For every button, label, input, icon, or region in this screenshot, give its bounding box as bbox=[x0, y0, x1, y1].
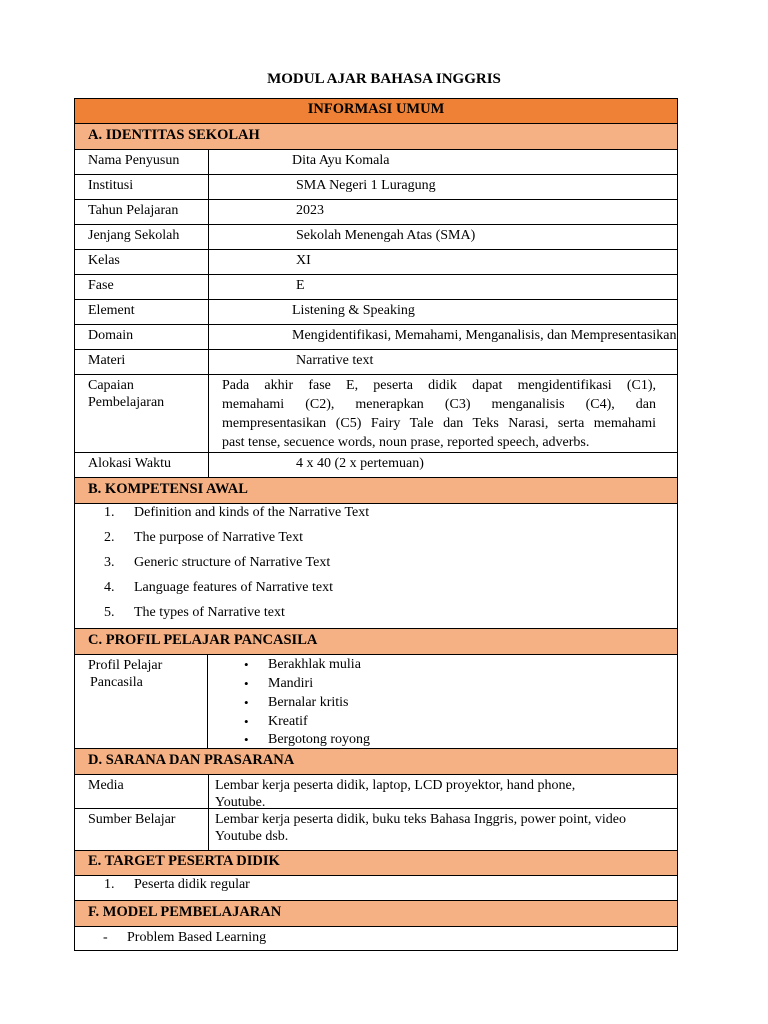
profil-label-line: Profil Pelajar bbox=[88, 658, 163, 673]
list-item: Generic structure of Narrative Text bbox=[134, 555, 331, 570]
section-heading: E. TARGET PESERTA DIDIK bbox=[88, 853, 280, 869]
bullet-item: Mandiri bbox=[268, 676, 314, 691]
list-number: 2. bbox=[104, 530, 115, 545]
media-line: Youtube. bbox=[215, 795, 266, 810]
row-label: Domain bbox=[88, 328, 134, 343]
capaian-line: Pada akhir fase E, peserta didik dapat mengidentifikasi (C1), bbox=[222, 378, 656, 393]
table-border bbox=[74, 98, 678, 951]
row-label: Element bbox=[88, 303, 135, 318]
section-heading: B. KOMPETENSI AWAL bbox=[88, 481, 248, 497]
row-value: Listening & Speaking bbox=[292, 303, 415, 318]
section-heading: F. MODEL PEMBELAJARAN bbox=[88, 904, 282, 920]
row-value: XI bbox=[296, 253, 311, 268]
bullet-item: Berakhlak mulia bbox=[268, 657, 361, 672]
row-label: Sumber Belajar bbox=[88, 812, 176, 827]
bullet-item: Kreatif bbox=[268, 714, 308, 729]
row-label: Nama Penyusun bbox=[88, 153, 180, 168]
bullet-icon: • bbox=[244, 676, 249, 691]
list-number: 4. bbox=[104, 580, 115, 595]
list-item: Language features of Narrative text bbox=[134, 580, 334, 595]
capaian-label-line: Capaian bbox=[88, 378, 134, 393]
bullet-icon: • bbox=[244, 732, 249, 747]
section-heading: D. SARANA DAN PRASARANA bbox=[88, 752, 295, 768]
bullet-icon: • bbox=[244, 695, 249, 710]
row-label: Kelas bbox=[88, 253, 120, 268]
sumber-line: Lembar kerja peserta didik, buku teks Bahasa Inggris, power point, video bbox=[215, 812, 626, 827]
row-label: Materi bbox=[88, 353, 126, 368]
bullet-item: Bergotong royong bbox=[268, 732, 371, 747]
list-number: 1. bbox=[104, 877, 115, 892]
list-item: The purpose of Narrative Text bbox=[134, 530, 304, 545]
row-value: 4 x 40 (2 x pertemuan) bbox=[296, 456, 424, 471]
row-value: E bbox=[296, 278, 305, 293]
media-line: Lembar kerja peserta didik, laptop, LCD proyektor, hand phone, bbox=[215, 778, 576, 793]
bullet-icon: • bbox=[244, 657, 249, 672]
row-label: Tahun Pelajaran bbox=[88, 203, 179, 218]
list-item: Problem Based Learning bbox=[127, 930, 267, 945]
row-value: 2023 bbox=[296, 203, 324, 218]
section-heading: C. PROFIL PELAJAR PANCASILA bbox=[88, 632, 318, 648]
row-label: Institusi bbox=[88, 178, 134, 193]
row-value: Dita Ayu Komala bbox=[292, 153, 390, 168]
list-item: The types of Narrative text bbox=[134, 605, 285, 620]
capaian-line: memahami (C2), menerapkan (C3) menganalisis (C4), dan bbox=[222, 397, 656, 412]
list-item: Peserta didik regular bbox=[134, 877, 250, 892]
list-number: 3. bbox=[104, 555, 115, 570]
row-value: Narrative text bbox=[296, 353, 374, 368]
capaian-line: mempresentasikan (C5) Fairy Tale dan Teks Narasi, serta memahami bbox=[222, 416, 656, 431]
list-marker: - bbox=[103, 930, 108, 945]
row-value: Mengidentifikasi, Memahami, Menganalisis, dan Mempresentasikan bbox=[292, 328, 677, 343]
row-value: Sekolah Menengah Atas (SMA) bbox=[296, 228, 476, 243]
list-item: Definition and kinds of the Narrative Text bbox=[134, 505, 370, 520]
main-header: INFORMASI UMUM bbox=[307, 101, 445, 117]
bullet-icon: • bbox=[244, 714, 249, 729]
row-label: Media bbox=[88, 778, 124, 793]
capaian-line: past tense, secuence words, noun prase, reported speech, adverbs. bbox=[222, 435, 590, 450]
row-label: Alokasi Waktu bbox=[88, 456, 171, 471]
list-number: 5. bbox=[104, 605, 115, 620]
row-label: Jenjang Sekolah bbox=[88, 228, 180, 243]
list-number: 1. bbox=[104, 505, 115, 520]
document-title: MODUL AJAR BAHASA INGGRIS bbox=[267, 71, 501, 87]
section-heading: A. IDENTITAS SEKOLAH bbox=[88, 127, 260, 143]
row-label: Fase bbox=[88, 278, 114, 293]
bullet-item: Bernalar kritis bbox=[268, 695, 349, 710]
sumber-line: Youtube dsb. bbox=[215, 829, 289, 844]
profil-label-line: Pancasila bbox=[90, 675, 143, 690]
row-value: SMA Negeri 1 Luragung bbox=[296, 178, 436, 193]
capaian-label-line: Pembelajaran bbox=[88, 395, 165, 410]
